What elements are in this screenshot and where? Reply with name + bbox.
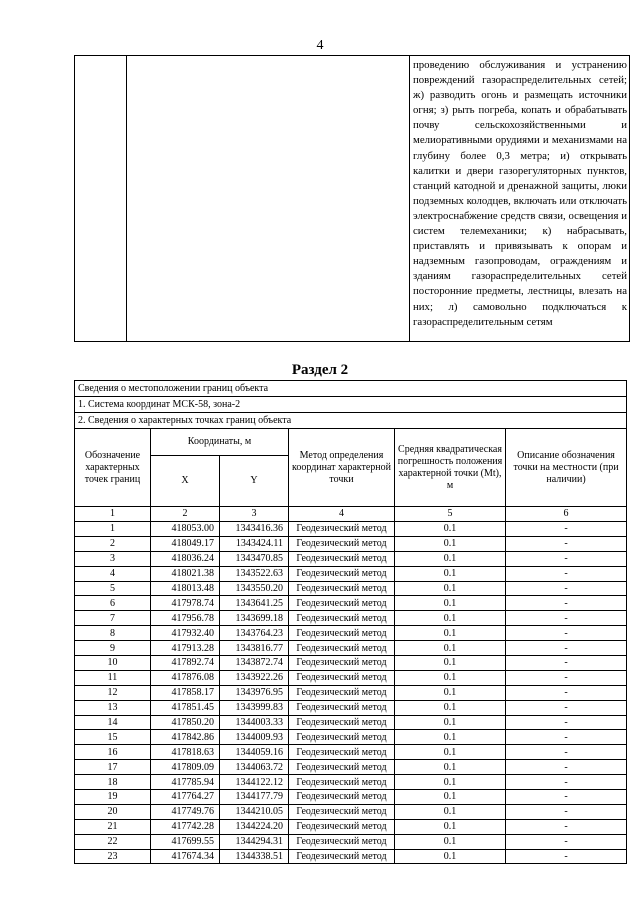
error-value: 0.1	[395, 611, 506, 626]
coord-x: 418053.00	[151, 522, 220, 537]
method: Геодезический метод	[289, 581, 395, 596]
point-number: 12	[75, 685, 151, 700]
table-row	[75, 581, 627, 596]
coord-y: 1343550.20	[220, 581, 289, 596]
table-row	[75, 611, 627, 626]
table-row	[75, 819, 627, 834]
method: Геодезический метод	[289, 834, 395, 849]
description: -	[506, 611, 627, 626]
coord-x: 417850.20	[151, 715, 220, 730]
header-description: Описание обозначения точки на местности (при наличии)	[506, 429, 627, 507]
coord-y: 1343976.95	[220, 685, 289, 700]
description: -	[506, 551, 627, 566]
error-value: 0.1	[395, 626, 506, 641]
method: Геодезический метод	[289, 745, 395, 760]
description: -	[506, 700, 627, 715]
coord-y: 1344177.79	[220, 790, 289, 805]
coord-y: 1343641.25	[220, 596, 289, 611]
coord-y: 1343470.85	[220, 551, 289, 566]
error-value: 0.1	[395, 849, 506, 864]
continuation-row	[75, 56, 630, 342]
point-number: 13	[75, 700, 151, 715]
method: Геодезический метод	[289, 700, 395, 715]
table-row	[75, 745, 627, 760]
continuation-table	[74, 55, 630, 342]
method: Геодезический метод	[289, 670, 395, 685]
point-number: 6	[75, 596, 151, 611]
point-number: 4	[75, 566, 151, 581]
description: -	[506, 819, 627, 834]
continuation-cell-empty-1	[75, 56, 127, 342]
coord-y: 1344059.16	[220, 745, 289, 760]
header-method: Метод определения координат характерной точки	[289, 429, 395, 507]
method: Геодезический метод	[289, 849, 395, 864]
coord-y: 1343872.74	[220, 656, 289, 671]
error-value: 0.1	[395, 522, 506, 537]
continuation-cell-text	[410, 56, 630, 342]
error-value: 0.1	[395, 551, 506, 566]
method: Геодезический метод	[289, 804, 395, 819]
info-row	[75, 397, 627, 413]
info-cell: 2. Сведения о характерных точках границ объекта	[75, 413, 627, 429]
column-number: 6	[506, 507, 627, 522]
error-value: 0.1	[395, 715, 506, 730]
table-row	[75, 760, 627, 775]
table-row	[75, 596, 627, 611]
coord-x: 417749.76	[151, 804, 220, 819]
coord-y: 1343424.11	[220, 536, 289, 551]
point-number: 5	[75, 581, 151, 596]
error-value: 0.1	[395, 760, 506, 775]
coord-y: 1343816.77	[220, 641, 289, 656]
table-row	[75, 804, 627, 819]
table-row	[75, 656, 627, 671]
method: Геодезический метод	[289, 596, 395, 611]
method: Геодезический метод	[289, 566, 395, 581]
error-value: 0.1	[395, 834, 506, 849]
coord-x: 417858.17	[151, 685, 220, 700]
coord-y: 1344224.20	[220, 819, 289, 834]
error-value: 0.1	[395, 596, 506, 611]
point-number: 23	[75, 849, 151, 864]
point-number: 20	[75, 804, 151, 819]
coord-x: 418013.48	[151, 581, 220, 596]
coord-y: 1344009.93	[220, 730, 289, 745]
point-number: 8	[75, 626, 151, 641]
coord-y: 1344338.51	[220, 849, 289, 864]
error-value: 0.1	[395, 656, 506, 671]
column-number: 1	[75, 507, 151, 522]
header-error: Средняя квадратическая погрешность положения характерной точки (Мt), м	[395, 429, 506, 507]
info-row	[75, 413, 627, 429]
point-number: 22	[75, 834, 151, 849]
column-number: 2	[151, 507, 220, 522]
coord-x: 417818.63	[151, 745, 220, 760]
method: Геодезический метод	[289, 551, 395, 566]
error-value: 0.1	[395, 745, 506, 760]
coord-x: 417851.45	[151, 700, 220, 715]
page-number: 4	[316, 38, 324, 53]
table-row	[75, 536, 627, 551]
method: Геодезический метод	[289, 685, 395, 700]
coord-x: 417742.28	[151, 819, 220, 834]
info-cell: 1. Система координат МСК-58, зона-2	[75, 397, 627, 413]
method: Геодезический метод	[289, 656, 395, 671]
table-row	[75, 700, 627, 715]
method: Геодезический метод	[289, 775, 395, 790]
coord-x: 417842.86	[151, 730, 220, 745]
point-number: 18	[75, 775, 151, 790]
error-value: 0.1	[395, 536, 506, 551]
method: Геодезический метод	[289, 730, 395, 745]
info-cell: Сведения о местоположении границ объекта	[75, 381, 627, 397]
description: -	[506, 536, 627, 551]
table-row	[75, 626, 627, 641]
column-number: 5	[395, 507, 506, 522]
description: -	[506, 670, 627, 685]
method: Геодезический метод	[289, 641, 395, 656]
coord-x: 418021.38	[151, 566, 220, 581]
error-value: 0.1	[395, 566, 506, 581]
description: -	[506, 849, 627, 864]
coord-x: 417809.09	[151, 760, 220, 775]
column-number: 3	[220, 507, 289, 522]
coord-y: 1343922.26	[220, 670, 289, 685]
method: Геодезический метод	[289, 626, 395, 641]
point-number: 11	[75, 670, 151, 685]
coord-x: 417785.94	[151, 775, 220, 790]
description: -	[506, 522, 627, 537]
header-y: Y	[220, 456, 289, 507]
point-number: 15	[75, 730, 151, 745]
description: -	[506, 656, 627, 671]
description: -	[506, 566, 627, 581]
coord-x: 417674.34	[151, 849, 220, 864]
description: -	[506, 596, 627, 611]
column-numbers-row	[75, 507, 627, 522]
header-designation: Обозначение характерных точек границ	[75, 429, 151, 507]
table-row	[75, 551, 627, 566]
error-value: 0.1	[395, 700, 506, 715]
restrictions-text: проведению обслуживания и устранению повреждений газораспределительных сетей; ж) разводить огонь и размещать источники огня; з) рыть погреба, копать и обрабатывать почву сельскохозяйственными и мелиоративными орудиями и механизмами на глубину более 0,3 метра; и) открывать калитки и двери газорегуляторных пунктов, станций катодной и дренажной защиты, люки подземных колодцев, включать или отключать электроснабжение средств связи, освещения и систем телемеханики; к) набрасывать, приставлять и привязывать к опорам и надземным газопроводам, ограждениям и зданиям газораспределительных сетей посторонние предметы, лестницы, влезать на них; л) самовольно подключаться к газораспределительным сетям	[413, 59, 627, 328]
table-row	[75, 790, 627, 805]
method: Геодезический метод	[289, 760, 395, 775]
method: Геодезический метод	[289, 790, 395, 805]
method: Геодезический метод	[289, 536, 395, 551]
description: -	[506, 626, 627, 641]
method: Геодезический метод	[289, 611, 395, 626]
description: -	[506, 834, 627, 849]
table-row	[75, 730, 627, 745]
error-value: 0.1	[395, 685, 506, 700]
section-title: Раздел 2	[291, 362, 349, 378]
point-number: 3	[75, 551, 151, 566]
description: -	[506, 581, 627, 596]
point-number: 1	[75, 522, 151, 537]
coord-x: 417699.55	[151, 834, 220, 849]
error-value: 0.1	[395, 790, 506, 805]
info-row	[75, 381, 627, 397]
point-number: 14	[75, 715, 151, 730]
table-row	[75, 670, 627, 685]
coord-y: 1343699.18	[220, 611, 289, 626]
method: Геодезический метод	[289, 715, 395, 730]
table-row	[75, 834, 627, 849]
coord-x: 417978.74	[151, 596, 220, 611]
coord-y: 1344122.12	[220, 775, 289, 790]
coord-y: 1343416.36	[220, 522, 289, 537]
description: -	[506, 775, 627, 790]
description: -	[506, 804, 627, 819]
coord-x: 417892.74	[151, 656, 220, 671]
header-row	[75, 429, 627, 456]
header-x: X	[151, 456, 220, 507]
coord-x: 417956.78	[151, 611, 220, 626]
table-row	[75, 715, 627, 730]
coord-y: 1344003.33	[220, 715, 289, 730]
error-value: 0.1	[395, 819, 506, 834]
error-value: 0.1	[395, 804, 506, 819]
point-number: 7	[75, 611, 151, 626]
coord-x: 418036.24	[151, 551, 220, 566]
coord-y: 1344063.72	[220, 760, 289, 775]
coord-x: 418049.17	[151, 536, 220, 551]
coord-y: 1343764.23	[220, 626, 289, 641]
coord-x: 417764.27	[151, 790, 220, 805]
description: -	[506, 730, 627, 745]
description: -	[506, 715, 627, 730]
error-value: 0.1	[395, 775, 506, 790]
table-row	[75, 685, 627, 700]
description: -	[506, 685, 627, 700]
column-number: 4	[289, 507, 395, 522]
table-row	[75, 522, 627, 537]
error-value: 0.1	[395, 641, 506, 656]
coord-y: 1344294.31	[220, 834, 289, 849]
point-number: 9	[75, 641, 151, 656]
error-value: 0.1	[395, 581, 506, 596]
point-number: 17	[75, 760, 151, 775]
description: -	[506, 790, 627, 805]
boundary-points-table	[74, 380, 627, 864]
table-row	[75, 775, 627, 790]
table-row	[75, 566, 627, 581]
error-value: 0.1	[395, 670, 506, 685]
continuation-cell-empty-2	[127, 56, 410, 342]
header-coordinates: Координаты, м	[151, 429, 289, 456]
point-number: 19	[75, 790, 151, 805]
point-number: 16	[75, 745, 151, 760]
method: Геодезический метод	[289, 522, 395, 537]
error-value: 0.1	[395, 730, 506, 745]
coord-x: 417913.28	[151, 641, 220, 656]
point-number: 10	[75, 656, 151, 671]
method: Геодезический метод	[289, 819, 395, 834]
table-row	[75, 641, 627, 656]
coord-y: 1344210.05	[220, 804, 289, 819]
point-number: 21	[75, 819, 151, 834]
table-row	[75, 849, 627, 864]
coord-y: 1343999.83	[220, 700, 289, 715]
coord-x: 417932.40	[151, 626, 220, 641]
coord-y: 1343522.63	[220, 566, 289, 581]
description: -	[506, 760, 627, 775]
description: -	[506, 641, 627, 656]
point-number: 2	[75, 536, 151, 551]
description: -	[506, 745, 627, 760]
coord-x: 417876.08	[151, 670, 220, 685]
